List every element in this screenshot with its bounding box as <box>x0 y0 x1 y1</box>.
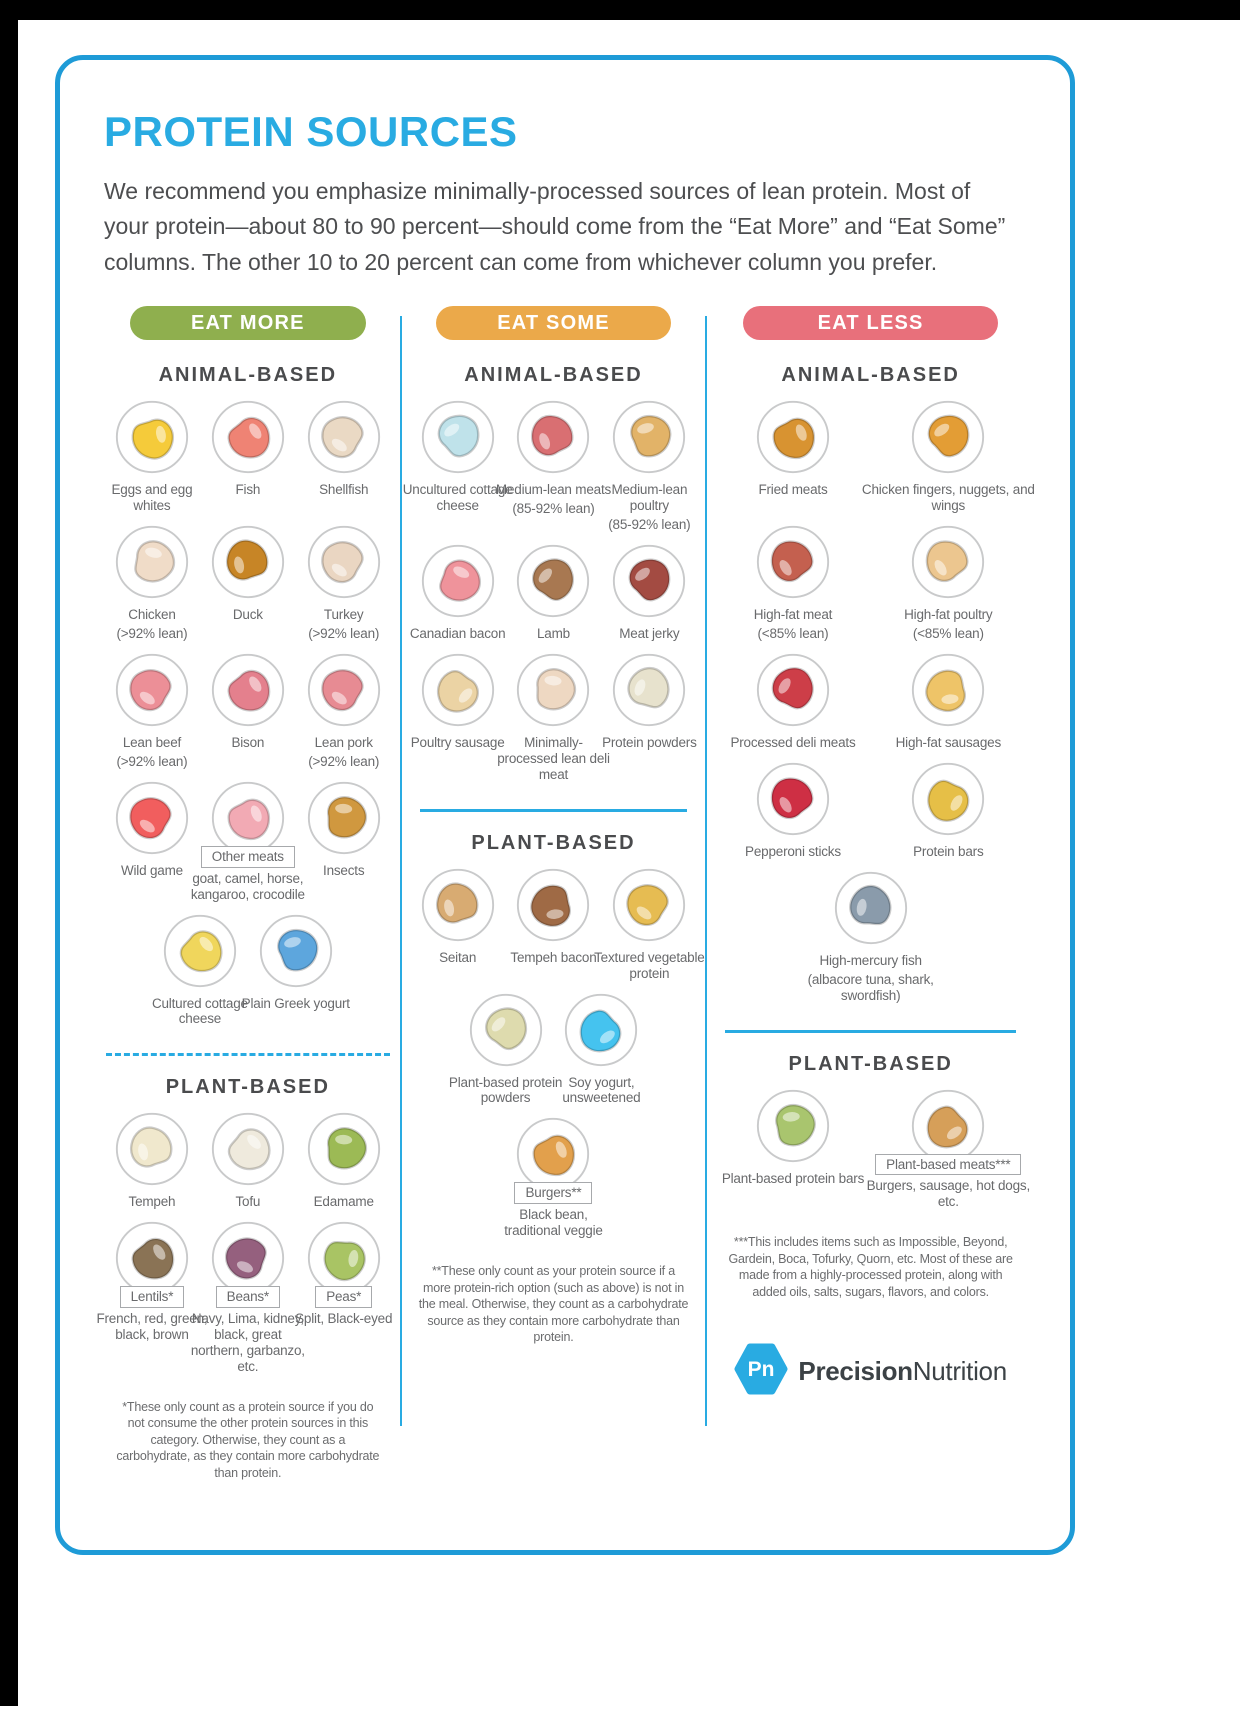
plant-protein-powder-icon <box>468 992 544 1068</box>
food-item <box>410 652 506 783</box>
tempeh-bacon-icon <box>515 867 591 943</box>
food-desc: (albacore tuna, shark, swordfish) <box>807 971 934 1003</box>
food-desc: (>92% lean) <box>116 625 188 641</box>
food-item <box>104 1111 200 1210</box>
food-item <box>402 399 513 533</box>
column-eat-more <box>96 306 400 1481</box>
food-row <box>410 543 698 642</box>
column-eat-some <box>402 306 706 1481</box>
canadian-bacon-icon <box>420 543 496 619</box>
protein-bar-icon <box>910 761 986 837</box>
food-label: Soy yogurt, unsweetened <box>562 1074 641 1106</box>
food-label: High-mercury fish <box>819 952 922 968</box>
food-label: Plant-based meats*** <box>875 1154 1021 1176</box>
food-desc: (>92% lean) <box>116 753 188 769</box>
food-label: Medium-lean poultry <box>611 482 688 514</box>
processed-deli-meats-icon <box>755 652 831 728</box>
lean-pork-icon <box>306 652 382 728</box>
food-label: Fish <box>235 482 261 498</box>
column-eat-less <box>707 306 1034 1481</box>
food-label: Plant-based protein bars <box>721 1170 865 1186</box>
section-title: PLANT-BASED <box>788 1052 953 1075</box>
food-desc: goat, camel, horse, kangaroo, crocodile <box>190 870 305 902</box>
food-item <box>553 992 649 1107</box>
high-fat-meat-steak-icon <box>755 524 831 600</box>
brand-precision: Precision <box>798 1356 913 1387</box>
food-item <box>497 652 610 783</box>
shellfish-icon <box>306 399 382 475</box>
food-label: Duck <box>232 607 263 623</box>
food-label: Bison <box>231 734 265 750</box>
section-title: ANIMAL-BASED <box>781 364 960 387</box>
food-item <box>715 399 870 514</box>
lean-deli-meat-icon <box>515 652 591 728</box>
food-item <box>861 399 1035 514</box>
food-label: Cultured cottage cheese <box>151 995 248 1027</box>
food-label: Canadian bacon <box>409 625 506 641</box>
food-item <box>296 1111 392 1210</box>
medium-lean-meats-tray-icon <box>515 399 591 475</box>
fried-eggs-icon <box>114 399 190 475</box>
food-item <box>506 1116 602 1239</box>
food-item <box>200 399 296 514</box>
brand-name <box>798 1356 1006 1387</box>
food-item <box>594 867 705 982</box>
food-label: Plain Greek yogurt <box>241 995 350 1011</box>
food-item <box>871 761 1026 860</box>
bison-meat-icon <box>210 652 286 728</box>
lamb-chop-icon <box>515 543 591 619</box>
food-label: Edamame <box>313 1194 374 1210</box>
food-row <box>715 652 1026 751</box>
food-label: Medium-lean meats <box>495 482 612 498</box>
brand-logo <box>715 1342 1026 1401</box>
food-row <box>715 399 1035 514</box>
food-label: Uncultured cottage cheese <box>402 482 513 514</box>
section-divider <box>725 1030 1016 1033</box>
food-desc: (>92% lean) <box>308 625 380 641</box>
food-item <box>410 867 506 982</box>
section-divider <box>106 1053 390 1056</box>
infographic-card <box>55 55 1075 1555</box>
section-title: ANIMAL-BASED <box>464 364 643 387</box>
food-label: Chicken fingers, nuggets, and wings <box>861 482 1035 514</box>
food-label: Processed deli meats <box>730 734 856 750</box>
grilled-poultry-icon <box>611 399 687 475</box>
food-item <box>506 867 602 982</box>
intro-paragraph: We recommend you emphasize minimally-processed sources of lean protein. Most of your protein—about 80 to 90 percent—should come from the “Eat More” and “Eat Some” columns. The other 10 to 20 percent can come from whichever column you prefer. <box>104 178 1006 275</box>
cottage-cheese-bowl-icon <box>162 913 238 989</box>
food-row <box>715 761 1026 860</box>
plant-protein-bar-icon <box>755 1088 831 1164</box>
food-item <box>104 524 200 642</box>
soy-yogurt-cup-icon <box>563 992 639 1068</box>
uncultured-cottage-cheese-cup-icon <box>420 399 496 475</box>
meat-jerky-icon <box>611 543 687 619</box>
swordfish-icon <box>833 870 909 946</box>
food-label: Protein powders <box>602 734 697 750</box>
food-row <box>104 1111 392 1210</box>
food-label: Lean beef <box>122 734 182 750</box>
svg-text:Pn: Pn <box>747 1358 775 1382</box>
food-item <box>866 1088 1031 1211</box>
fried-meats-icon <box>755 399 831 475</box>
food-item <box>601 652 697 783</box>
food-item <box>296 524 392 642</box>
food-label: Turkey <box>323 607 364 623</box>
food-row <box>104 780 392 903</box>
food-label: Eggs and egg whites <box>111 482 193 514</box>
pn-hexagon-icon <box>734 1342 788 1401</box>
food-desc: (85-92% lean) <box>512 501 595 517</box>
food-label: Protein bars <box>913 843 984 859</box>
insects-icon <box>306 780 382 856</box>
textured-vegetable-protein-icon <box>611 867 687 943</box>
other-meats-icon <box>210 780 286 856</box>
food-label: Lamb <box>536 625 570 641</box>
food-label: Tempeh <box>128 1194 176 1210</box>
food-desc: (<85% lean) <box>912 625 984 641</box>
food-label: Beans* <box>216 1286 280 1308</box>
lean-beef-icon <box>114 652 190 728</box>
food-item <box>296 1220 392 1375</box>
food-desc: Navy, Lima, kidney, black, great northern, garbanzo, etc. <box>190 1311 305 1374</box>
food-desc: (<85% lean) <box>757 625 829 641</box>
peas-icon <box>306 1220 382 1296</box>
food-desc: (85-92% lean) <box>608 517 691 533</box>
food-label: Poultry sausage <box>410 734 505 750</box>
food-item <box>506 543 602 642</box>
section-title: PLANT-BASED <box>471 831 636 854</box>
food-item <box>200 652 296 770</box>
food-label: Meat jerky <box>619 625 680 641</box>
fish-fillet-icon <box>210 399 286 475</box>
food-row <box>402 399 698 533</box>
food-label: Wild game <box>120 862 183 878</box>
food-row <box>96 1220 393 1375</box>
food-item <box>190 1220 305 1375</box>
left-black-bar <box>0 0 18 1706</box>
food-label: Minimally-processed lean deli meat <box>497 734 610 782</box>
food-item <box>410 543 506 642</box>
food-item <box>190 780 305 903</box>
food-label: Other meats <box>201 846 295 868</box>
footnote-eat-less: ***This includes items such as Impossible, Beyond, Gardein, Boca, Tofurky, Quorn, etc. Most of these are made from a highly-processed protein, along with added oils, salts, sugars, flavors, and colors. <box>728 1235 1013 1299</box>
food-row <box>410 867 705 982</box>
page-title: PROTEIN SOURCES <box>104 108 518 155</box>
plant-based-meats-icon <box>910 1088 986 1164</box>
food-row <box>410 992 698 1107</box>
header-eat-less: EAT LESS <box>743 306 998 340</box>
food-label: High-fat meat <box>753 607 833 623</box>
food-label: Plant-based protein powders <box>448 1074 563 1106</box>
food-label: Seitan <box>439 949 477 965</box>
chicken-breast-icon <box>114 524 190 600</box>
section-title: PLANT-BASED <box>165 1076 330 1099</box>
wild-game-icon <box>114 780 190 856</box>
food-item <box>241 913 350 1028</box>
food-item <box>871 524 1026 642</box>
duck-leg-icon <box>210 524 286 600</box>
food-label: Lean pork <box>314 734 373 750</box>
food-item <box>200 1111 296 1210</box>
section-divider <box>420 809 688 812</box>
beans-icon <box>210 1220 286 1296</box>
food-item <box>715 524 870 642</box>
food-item <box>793 870 948 1004</box>
food-label: High-fat sausages <box>895 734 1002 750</box>
food-desc: Black bean, traditional veggie <box>504 1207 603 1239</box>
top-black-bar <box>0 0 1240 20</box>
protein-powder-cup-icon <box>611 652 687 728</box>
veggie-burger-icon <box>515 1116 591 1192</box>
food-item <box>715 761 870 860</box>
header-eat-more: EAT MORE <box>130 306 366 340</box>
food-desc: French, red, green, black, brown <box>96 1311 208 1343</box>
food-label: Burgers** <box>514 1182 592 1204</box>
high-fat-poultry-icon <box>910 524 986 600</box>
food-label: Insects <box>323 862 365 878</box>
food-label: Tempeh bacon <box>510 949 597 965</box>
food-row <box>104 399 392 514</box>
food-label: Textured vegetable protein <box>594 949 705 981</box>
food-desc: Burgers, sausage, hot dogs, etc. <box>866 1178 1031 1210</box>
food-desc: Split, Black-eyed <box>295 1311 393 1327</box>
food-row <box>104 524 392 642</box>
food-desc: (>92% lean) <box>308 753 380 769</box>
poultry-sausage-icon <box>420 652 496 728</box>
food-label: High-fat poultry <box>904 607 993 623</box>
tempeh-icon <box>114 1111 190 1187</box>
food-label: Lentils* <box>120 1286 185 1308</box>
food-label: Tofu <box>235 1194 261 1210</box>
food-item <box>601 543 697 642</box>
food-item <box>296 780 392 903</box>
food-item <box>104 399 200 514</box>
hot-dog-icon <box>910 652 986 728</box>
food-row <box>410 1116 698 1239</box>
food-row <box>104 652 392 770</box>
food-item <box>715 1088 870 1211</box>
brand-nutrition: Nutrition <box>912 1356 1007 1387</box>
food-item <box>104 780 200 903</box>
food-item <box>96 1220 208 1375</box>
lentils-icon <box>114 1220 190 1296</box>
food-row <box>715 524 1026 642</box>
food-row <box>715 1088 1031 1211</box>
food-label: Pepperoni sticks <box>745 843 841 859</box>
food-item <box>296 652 392 770</box>
food-item <box>495 399 612 533</box>
food-label: Shellfish <box>319 482 369 498</box>
food-item <box>871 652 1026 751</box>
footnote-eat-more: *These only count as a protein source if you do not consume the other protein sources in this category. Otherwise, they count as a carbohydrate, as they contain more carbohydrate than protein. <box>116 1399 380 1480</box>
footnote-eat-some: **These only count as your protein source if a more protein-rich option (such as above) is not in the meal. Otherwise, they count as a carbohydrate source as they contain more carbohydrate than protein. <box>418 1264 689 1345</box>
seitan-icon <box>420 867 496 943</box>
food-row <box>410 652 698 783</box>
food-item <box>715 652 870 751</box>
food-row <box>715 870 1026 1004</box>
food-row <box>104 913 392 1028</box>
pepperoni-sticks-icon <box>755 761 831 837</box>
food-item <box>601 399 697 533</box>
greek-yogurt-cup-icon <box>258 913 334 989</box>
food-item <box>152 913 248 1028</box>
food-item <box>448 992 563 1107</box>
header-eat-some: EAT SOME <box>436 306 672 340</box>
food-item <box>200 524 296 642</box>
edamame-icon <box>306 1111 382 1187</box>
food-label: Fried meats <box>758 482 828 498</box>
food-label: Chicken <box>128 607 176 623</box>
food-item <box>104 652 200 770</box>
tofu-icon <box>210 1111 286 1187</box>
section-title: ANIMAL-BASED <box>158 364 338 387</box>
food-item <box>296 399 392 514</box>
chicken-fingers-box-icon <box>910 399 986 475</box>
whole-turkey-icon <box>306 524 382 600</box>
food-label: Peas* <box>315 1286 372 1308</box>
columns <box>96 306 1034 1481</box>
